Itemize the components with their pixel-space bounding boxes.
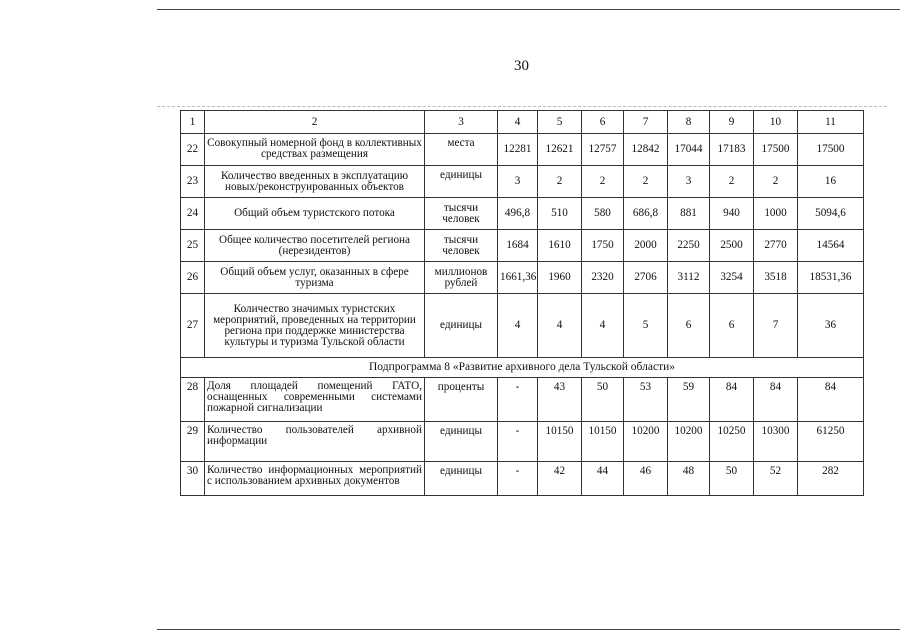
indicator-name: Общий объем услуг, оказанных в сфере туризма: [205, 262, 425, 294]
top-rule: [157, 9, 900, 10]
column-header: 5: [538, 111, 582, 134]
value-cell: 4: [498, 294, 538, 358]
value-cell: 12842: [624, 134, 668, 166]
value-cell: 6: [668, 294, 710, 358]
indicators-table: [180, 110, 864, 496]
column-header: 11: [798, 111, 864, 134]
value-cell: 6: [710, 294, 754, 358]
indicator-name: Общее количество посетителей региона (нерезидентов): [205, 230, 425, 262]
value-cell: 18531,36: [798, 262, 864, 294]
unit-cell: миллионов рублей: [425, 262, 498, 294]
column-header: 6: [582, 111, 624, 134]
value-cell: 46: [624, 462, 668, 496]
value-cell: 42: [538, 462, 582, 496]
table-row: [181, 462, 864, 496]
table-row: [181, 262, 864, 294]
row-number: 26: [181, 262, 205, 294]
value-cell: 4: [538, 294, 582, 358]
unit-cell: единицы: [425, 462, 498, 496]
value-cell: 3: [668, 166, 710, 198]
value-cell: 3518: [754, 262, 798, 294]
indicator-name: Количество информационных мероприятий с использованием архивных документов: [205, 462, 425, 496]
value-cell: 59: [668, 378, 710, 422]
table-row: [181, 294, 864, 358]
value-cell: 50: [710, 462, 754, 496]
column-header: 4: [498, 111, 538, 134]
section-row: [181, 358, 864, 378]
table-body: [181, 111, 864, 496]
bottom-rule: [157, 629, 900, 630]
table-row: [181, 198, 864, 230]
column-header: 9: [710, 111, 754, 134]
value-cell: 84: [754, 378, 798, 422]
value-cell: 12281: [498, 134, 538, 166]
value-cell: 2: [624, 166, 668, 198]
value-cell: 10200: [624, 422, 668, 462]
value-cell: 53: [624, 378, 668, 422]
unit-cell: единицы: [425, 294, 498, 358]
row-number: 24: [181, 198, 205, 230]
value-cell: 12757: [582, 134, 624, 166]
value-cell: 2706: [624, 262, 668, 294]
indicator-name: Доля площадей помещений ГАТО, оснащенных современными системами пожарной сигнализации: [205, 378, 425, 422]
value-cell: 3112: [668, 262, 710, 294]
value-cell: 510: [538, 198, 582, 230]
value-cell: 10300: [754, 422, 798, 462]
value-cell: 2: [710, 166, 754, 198]
value-cell: 16: [798, 166, 864, 198]
value-cell: 7: [754, 294, 798, 358]
unit-cell: тысячи человек: [425, 230, 498, 262]
value-cell: 14564: [798, 230, 864, 262]
row-number: 25: [181, 230, 205, 262]
indicator-name: Общий объем туристского потока: [205, 198, 425, 230]
value-cell: -: [498, 378, 538, 422]
value-cell: 36: [798, 294, 864, 358]
value-cell: 1960: [538, 262, 582, 294]
value-cell: 2770: [754, 230, 798, 262]
column-header: 1: [181, 111, 205, 134]
value-cell: 3: [498, 166, 538, 198]
value-cell: 1610: [538, 230, 582, 262]
value-cell: 686,8: [624, 198, 668, 230]
table-row: [181, 422, 864, 462]
column-header: 8: [668, 111, 710, 134]
value-cell: 4: [582, 294, 624, 358]
column-header: 2: [205, 111, 425, 134]
value-cell: 10200: [668, 422, 710, 462]
page-number: 30: [514, 58, 529, 74]
value-cell: 61250: [798, 422, 864, 462]
value-cell: 1684: [498, 230, 538, 262]
value-cell: 17500: [754, 134, 798, 166]
indicator-name: Количество значимых туристских мероприятий, проведенных на территории региона при поддержке министерства культуры и туризма Тульской области: [205, 294, 425, 358]
value-cell: 44: [582, 462, 624, 496]
value-cell: 10250: [710, 422, 754, 462]
value-cell: 48: [668, 462, 710, 496]
value-cell: 5: [624, 294, 668, 358]
row-number: 30: [181, 462, 205, 496]
value-cell: 1661,36: [498, 262, 538, 294]
value-cell: -: [498, 422, 538, 462]
table-row: [181, 230, 864, 262]
unit-cell: единицы: [425, 166, 498, 198]
row-number: 23: [181, 166, 205, 198]
column-header: 10: [754, 111, 798, 134]
column-header: 3: [425, 111, 498, 134]
row-number: 29: [181, 422, 205, 462]
value-cell: 52: [754, 462, 798, 496]
table-row: [181, 166, 864, 198]
value-cell: 17500: [798, 134, 864, 166]
table-row: [181, 134, 864, 166]
value-cell: 496,8: [498, 198, 538, 230]
unit-cell: места: [425, 134, 498, 166]
value-cell: 1000: [754, 198, 798, 230]
value-cell: 17183: [710, 134, 754, 166]
faint-scan-line: [157, 106, 887, 107]
value-cell: 2500: [710, 230, 754, 262]
subprogram-title: Подпрограмма 8 «Развитие архивного дела Тульской области»: [181, 358, 864, 378]
value-cell: 2320: [582, 262, 624, 294]
row-number: 22: [181, 134, 205, 166]
value-cell: 5094,6: [798, 198, 864, 230]
indicator-name: Совокупный номерной фонд в коллективных средствах размещения: [205, 134, 425, 166]
value-cell: -: [498, 462, 538, 496]
unit-cell: тысячи человек: [425, 198, 498, 230]
header-row: [181, 111, 864, 134]
value-cell: 2: [582, 166, 624, 198]
value-cell: 580: [582, 198, 624, 230]
value-cell: 881: [668, 198, 710, 230]
row-number: 27: [181, 294, 205, 358]
value-cell: 1750: [582, 230, 624, 262]
indicator-name: Количество введенных в эксплуатацию новых/реконструированных объектов: [205, 166, 425, 198]
value-cell: 2000: [624, 230, 668, 262]
value-cell: 2: [754, 166, 798, 198]
indicator-name: Количество пользователей архивной информации: [205, 422, 425, 462]
row-number: 28: [181, 378, 205, 422]
value-cell: 940: [710, 198, 754, 230]
value-cell: 10150: [538, 422, 582, 462]
value-cell: 3254: [710, 262, 754, 294]
value-cell: 17044: [668, 134, 710, 166]
value-cell: 10150: [582, 422, 624, 462]
unit-cell: единицы: [425, 422, 498, 462]
value-cell: 43: [538, 378, 582, 422]
column-header: 7: [624, 111, 668, 134]
value-cell: 12621: [538, 134, 582, 166]
value-cell: 50: [582, 378, 624, 422]
table-row: [181, 378, 864, 422]
value-cell: 84: [710, 378, 754, 422]
unit-cell: проценты: [425, 378, 498, 422]
value-cell: 2250: [668, 230, 710, 262]
value-cell: 84: [798, 378, 864, 422]
value-cell: 2: [538, 166, 582, 198]
value-cell: 282: [798, 462, 864, 496]
